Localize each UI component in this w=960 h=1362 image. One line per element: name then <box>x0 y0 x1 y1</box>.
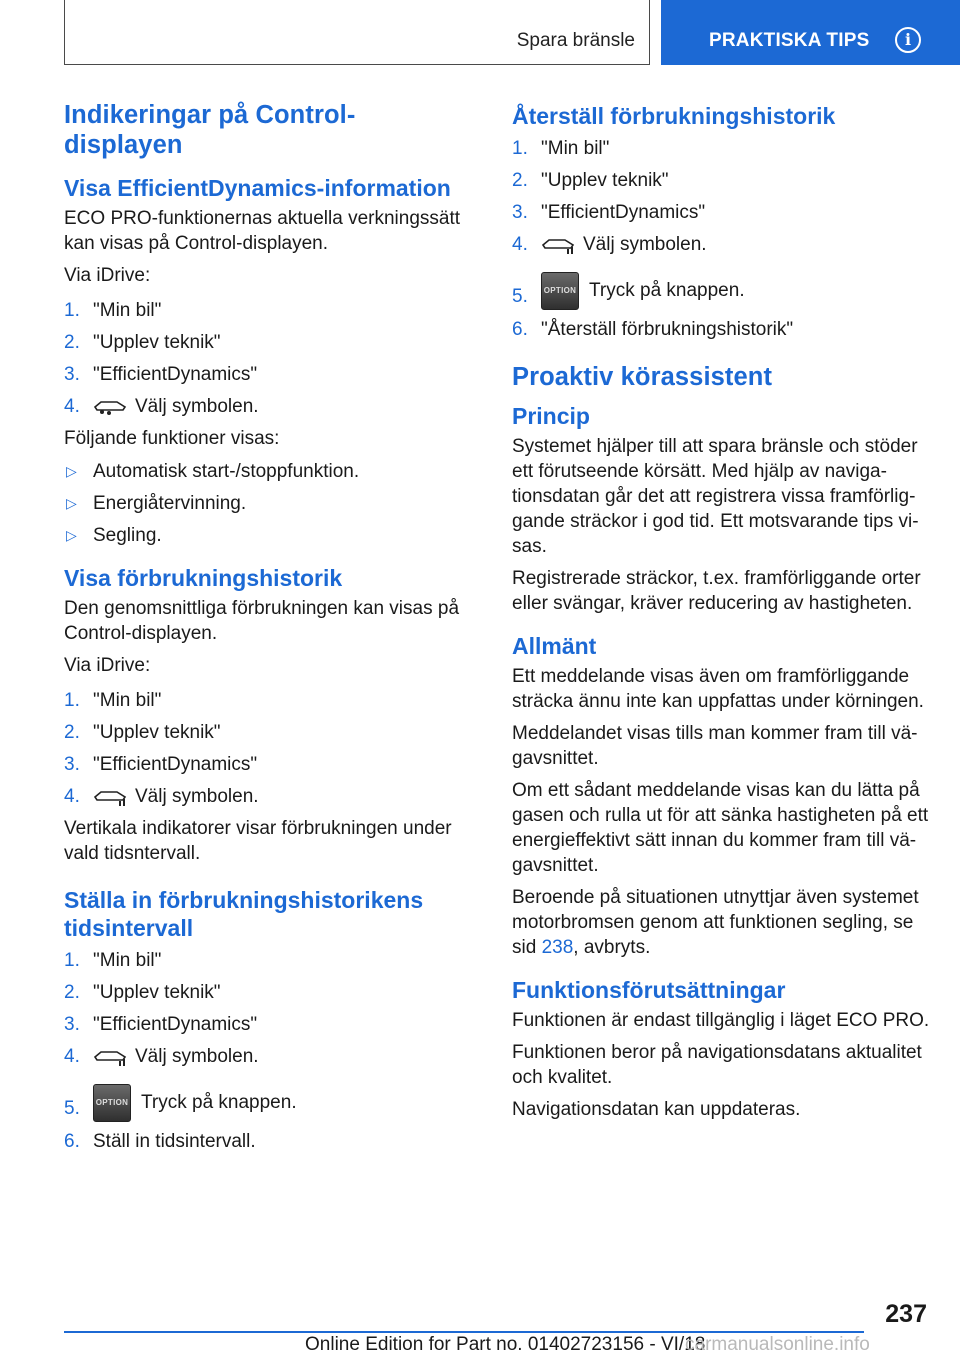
step-text: "Upplev teknik" <box>93 982 221 1003</box>
step-number: 6. <box>512 319 528 340</box>
list-item <box>512 317 942 342</box>
paragraph: Om ett sådant meddelande visas kan du lätta på gasen och rulla ut för att sänka hastigheten på ett energieffektivt sätt innan du kommer fram till vä-gavsnittet. <box>512 780 929 876</box>
step-number: 2. <box>512 170 528 191</box>
list-item <box>64 1044 484 1069</box>
bullet-text: Segling. <box>93 525 162 546</box>
bullet-text: Automatisk start-/stoppfunktion. <box>93 461 360 482</box>
header-section-title: Spara bränsle <box>516 30 635 51</box>
list-item <box>512 264 942 310</box>
paragraph: Via iDrive: <box>64 655 151 676</box>
paragraph: Den genomsnittliga förbrukningen kan visas på Control-displayen. <box>64 598 460 644</box>
section-heading: Visa EfficientDynamics-information <box>64 175 451 201</box>
list-item <box>64 330 484 355</box>
paragraph: Funktionen beror på navigationsdatans aktualitet och kvalitet. <box>512 1042 922 1088</box>
paragraph: Vertikala indikatorer visar förbrukningen under vald tidsntervall. <box>64 818 452 864</box>
section-heading: Funktionsförutsättningar <box>512 977 786 1003</box>
page-link[interactable]: 238 <box>541 937 574 958</box>
step-number: 5. <box>64 1098 80 1119</box>
step-text: "Upplev teknik" <box>93 722 221 743</box>
list-item <box>64 394 484 419</box>
paragraph-text: , avbryts. <box>573 937 651 958</box>
paragraph <box>512 885 942 960</box>
paragraph: Följande funktioner visas: <box>64 428 280 449</box>
step-text: Välj symbolen. <box>135 786 259 807</box>
list-item <box>64 1129 484 1154</box>
header-section-box <box>64 0 650 65</box>
list-item <box>64 491 484 516</box>
step-text: "Återställ förbrukningshistorik" <box>541 319 794 340</box>
section-title: Proaktiv körassistent <box>512 363 773 391</box>
step-text: Välj symbolen. <box>135 396 259 417</box>
list-item <box>512 200 942 225</box>
step-number: 6. <box>64 1131 80 1152</box>
bullet-triangle-icon: ▷ <box>66 495 77 511</box>
section-heading: Visa förbrukningshistorik <box>64 565 343 591</box>
step-list <box>64 298 484 419</box>
section-heading: Ställa in förbrukningshistorikens tidsintervall <box>64 887 424 941</box>
section-heading: Allmänt <box>512 633 597 659</box>
list-item <box>512 136 942 161</box>
step-list <box>512 136 942 342</box>
step-text: "EfficientDynamics" <box>541 202 706 223</box>
step-text: "EfficientDynamics" <box>93 364 258 385</box>
car-history-icon <box>93 1047 127 1067</box>
step-text: "Min bil" <box>93 300 162 321</box>
step-text: Ställ in tidsintervall. <box>93 1131 256 1152</box>
paragraph: Systemet hjälper till att spara bränsle och stöder ett förutseende körsätt. Med hjälp av naviga-tionsdatan går det att registrera vissa framförlig-gande sträckor i god tid. Ett motsvarande tips vi-sas. <box>512 436 919 557</box>
list-item <box>512 232 942 257</box>
step-text: Välj symbolen. <box>135 1046 259 1067</box>
footer-edition: Online Edition for Part no. 01402723156 - VI/18 <box>305 1334 706 1355</box>
step-text: "Min bil" <box>541 138 610 159</box>
step-number: 3. <box>64 1014 80 1035</box>
list-item <box>512 168 942 193</box>
bullet-triangle-icon: ▷ <box>66 527 77 543</box>
car-history-icon <box>93 787 127 807</box>
list-item <box>64 980 484 1005</box>
section-heading: Princip <box>512 403 590 429</box>
paragraph: Ett meddelande visas även om framförliggande sträcka ännu inte kan uppfattas under körningen. <box>512 666 924 712</box>
step-text: "Min bil" <box>93 950 162 971</box>
step-number: 4. <box>512 234 528 255</box>
list-item <box>64 1076 484 1122</box>
right-column <box>512 100 942 1129</box>
car-history-icon <box>541 235 575 255</box>
header-chapter-tab[interactable] <box>661 0 960 65</box>
step-text: "Upplev teknik" <box>541 170 669 191</box>
list-item <box>64 1012 484 1037</box>
list-item <box>64 720 484 745</box>
step-number: 2. <box>64 332 80 353</box>
paragraph: Navigationsdatan kan uppdateras. <box>512 1099 801 1120</box>
footer-watermark: carmanualsonline.info <box>685 1334 870 1355</box>
paragraph: Funktionen är endast tillgänglig i läget ECO PRO. <box>512 1010 930 1031</box>
list-item <box>64 948 484 973</box>
option-button-icon: OPTION <box>541 272 579 310</box>
step-number: 4. <box>64 786 80 807</box>
list-item <box>64 362 484 387</box>
footer-divider <box>64 1331 864 1333</box>
step-number: 1. <box>64 690 80 711</box>
bullet-text: Energiåtervinning. <box>93 493 247 514</box>
step-number: 1. <box>512 138 528 159</box>
list-item <box>64 752 484 777</box>
left-column <box>64 100 484 1161</box>
step-list <box>64 948 484 1154</box>
bullet-triangle-icon: ▷ <box>66 463 77 479</box>
paragraph: Registrerade sträckor, t.ex. framförliggande orter eller svängar, kräver reducering av hastigheten. <box>512 568 921 614</box>
step-number: 4. <box>64 396 80 417</box>
header-chapter-label: PRAKTISKA TIPS <box>709 30 870 51</box>
step-number: 1. <box>64 300 80 321</box>
option-button-icon: OPTION <box>93 1084 131 1122</box>
step-text: Tryck på knappen. <box>141 1092 297 1114</box>
step-text: Tryck på knappen. <box>589 280 745 302</box>
list-item <box>64 688 484 713</box>
step-number: 1. <box>64 950 80 971</box>
list-item <box>64 523 484 548</box>
step-list <box>64 688 484 809</box>
step-number: 5. <box>512 286 528 307</box>
car-start-stop-icon <box>93 397 127 417</box>
list-item <box>64 459 484 484</box>
list-item <box>64 298 484 323</box>
step-text: "Min bil" <box>93 690 162 711</box>
page-title: Indikeringar på Control-displayen <box>64 101 356 159</box>
step-number: 4. <box>64 1046 80 1067</box>
paragraph: ECO PRO-funktionernas aktuella verkningssätt kan visas på Control-displayen. <box>64 208 461 254</box>
step-text: Välj symbolen. <box>583 234 707 255</box>
bullet-list <box>64 459 484 548</box>
step-text: "Upplev teknik" <box>93 332 221 353</box>
step-number: 3. <box>64 364 80 385</box>
list-item <box>64 784 484 809</box>
page-number: 237 <box>885 1300 927 1328</box>
paragraph: Meddelandet visas tills man kommer fram till vä-gavsnittet. <box>512 723 918 769</box>
section-heading: Återställ förbrukningshistorik <box>512 103 836 129</box>
paragraph-text: Beroende på situationen utnyttjar även systemet motorbromsen genom att funktionen segling, se sid <box>512 887 919 958</box>
step-number: 2. <box>64 722 80 743</box>
step-text: "EfficientDynamics" <box>93 754 258 775</box>
step-text: "EfficientDynamics" <box>93 1014 258 1035</box>
paragraph: Via iDrive: <box>64 265 151 286</box>
step-number: 3. <box>64 754 80 775</box>
info-icon[interactable]: i <box>895 27 921 53</box>
step-number: 3. <box>512 202 528 223</box>
step-number: 2. <box>64 982 80 1003</box>
